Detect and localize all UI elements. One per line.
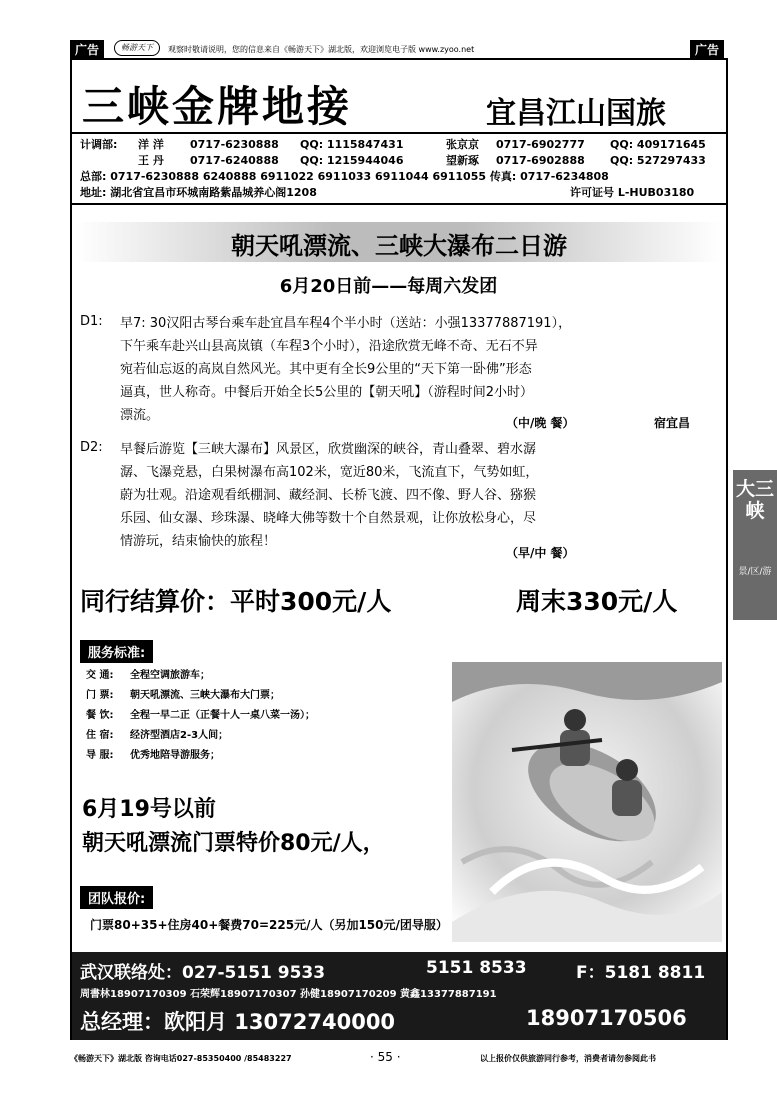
contact-qq: QQ: 1115847431 — [300, 138, 404, 151]
service-item: 门 票: 朝天吼漂流、三峡大瀑布大门票； — [86, 690, 280, 701]
headquarters-phones: 总部: 0717-6230888 6240888 6911022 6911033 6911044 6911055 传真: 0717-6234808 — [80, 170, 609, 183]
contact-phone: 0717-6230888 — [190, 138, 279, 151]
magazine-logo: 畅游天下 — [114, 40, 160, 56]
contact-name: 王 丹 — [138, 154, 164, 167]
contact-phone: 0717-6902777 — [496, 138, 585, 151]
trade-price: 同行结算价：平时300元/人 — [80, 587, 392, 616]
general-manager-phone-2: 18907170506 — [526, 1006, 687, 1030]
license-number: 许可证号 L-HUB03180 — [570, 186, 695, 199]
address: 地址: 湖北省宜昌市环城南路紫晶城养心阁1208 — [80, 186, 317, 199]
general-manager: 总经理：欧阳月 13072740000 — [80, 1010, 396, 1034]
contact-phone: 0717-6902888 — [496, 154, 585, 167]
service-item: 餐 饮: 全程一早二正（正餐十人一桌八菜一汤）； — [86, 710, 315, 721]
contact-qq: QQ: 527297433 — [610, 154, 706, 167]
day2-label: D2: — [80, 440, 103, 455]
brand-subtitle: 宜昌江山国旅 — [486, 96, 666, 131]
wuhan-office: 武汉联络处：027-5151 9533 — [80, 963, 326, 983]
day2-itinerary — [120, 438, 712, 553]
ad-tag-right: 广告 — [690, 40, 724, 60]
service-list — [86, 666, 315, 766]
tour-schedule: 6月20日前——每周六发团 — [279, 276, 498, 297]
itinerary-line: 情游玩，结束愉快的旅程！ — [120, 534, 277, 549]
divider — [70, 203, 728, 205]
day1-lodging: 宿宜昌 — [654, 416, 691, 430]
team-price: 门票80+35+住房40+餐费70=225元/人（另加150元/团导服） — [90, 918, 448, 932]
dept-label: 计调部: — [80, 138, 118, 151]
wuhan-fax: F：5181 8811 — [576, 963, 706, 983]
footer-publication: 《畅游天下》湖北版 咨询电话027-85350400 /85483227 — [70, 1054, 292, 1063]
itinerary-line: 蔚为壮观。沿途观看纸棚洞、藏经洞、长桥飞渡、四不像、野人谷、猕猴 — [120, 488, 537, 503]
contact-qq: QQ: 1215944046 — [300, 154, 404, 167]
promo-price: 朝天吼漂流门票特价80元/人， — [82, 831, 385, 856]
itinerary-line: 早餐后游览【三峡大瀑布】风景区，欣赏幽深的峡谷，青山叠翠、碧水潺 — [120, 442, 537, 457]
tour-title: 朝天吼漂流、三峡大瀑布二日游 — [231, 231, 567, 260]
day1-label: D1: — [80, 314, 103, 329]
top-note: 观察时敬请说明，您的信息来自《畅游天下》湖北版，欢迎浏览电子版 www.zyoo.net — [168, 45, 475, 54]
wuhan-phone-2: 5151 8533 — [426, 958, 527, 978]
promo-date: 6月19号以前 — [82, 797, 216, 822]
itinerary-line: 逼真，世人称奇。中餐后开始全长5公里的【朝天吼】（游程时间2小时） — [120, 385, 534, 400]
service-label: 服务标准: — [80, 640, 153, 663]
divider — [70, 132, 728, 134]
contact-phone: 0717-6240888 — [190, 154, 279, 167]
service-item: 住 宿: 经济型酒店2-3人间； — [86, 730, 229, 741]
footer-disclaimer: 以上报价仅供旅游同行参考，消费者请勿参阅此书 — [480, 1054, 656, 1063]
page-number: · 55 · — [370, 1050, 401, 1064]
itinerary-line: 宛若仙忘返的高岚自然风光。其中更有全长9公里的“天下第一卧佛”形态 — [120, 362, 532, 377]
day2-meals: （早/中 餐） — [506, 546, 575, 560]
service-item: 导 服: 优秀地陪导游服务； — [86, 750, 220, 761]
tour-title-band — [76, 222, 722, 262]
contact-name: 望新琢 — [446, 154, 479, 167]
brand-name: 三峡金牌地接 — [82, 82, 353, 131]
side-tab — [733, 470, 777, 620]
itinerary-line: 漂流。 — [120, 408, 160, 423]
rafting-photo — [452, 662, 722, 942]
ad-tag-left: 广告 — [70, 40, 104, 60]
staff-contacts: 周書林18907170309 石荣辉18907170307 孙健18907170209 黄鑫13377887191 — [80, 989, 497, 1000]
itinerary-line: 早7: 30汉阳古琴台乘车赴宜昌车程4个半小时（送站：小强13377887191）， — [120, 316, 572, 331]
contact-qq: QQ: 409171645 — [610, 138, 706, 151]
contact-name: 张京京 — [446, 138, 479, 151]
side-tab-title: 大三峡 — [735, 478, 774, 522]
service-item: 交 通: 全程空调旅游车； — [86, 670, 210, 681]
day1-meals: （中/晚 餐） — [506, 416, 575, 430]
side-tab-subtitle: 景/区/游 — [738, 567, 772, 577]
day1-itinerary — [120, 312, 712, 427]
contact-footer — [72, 952, 726, 1040]
contact-name: 洋 洋 — [138, 138, 164, 151]
weekend-price: 周末330元/人 — [516, 587, 678, 616]
itinerary-line: 下午乘车赴兴山县高岚镇（车程3个小时），沿途欣赏无峰不奇、无石不异 — [120, 339, 538, 354]
itinerary-line: 潺、飞瀑竞悬，白果树瀑布高102米，宽近80米，飞流直下，气势如虹， — [120, 465, 539, 480]
team-price-label: 团队报价: — [80, 886, 153, 909]
itinerary-line: 乐园、仙女瀑、珍珠瀑、晓峰大佛等数十个自然景观，让你放松身心，尽 — [120, 511, 537, 526]
